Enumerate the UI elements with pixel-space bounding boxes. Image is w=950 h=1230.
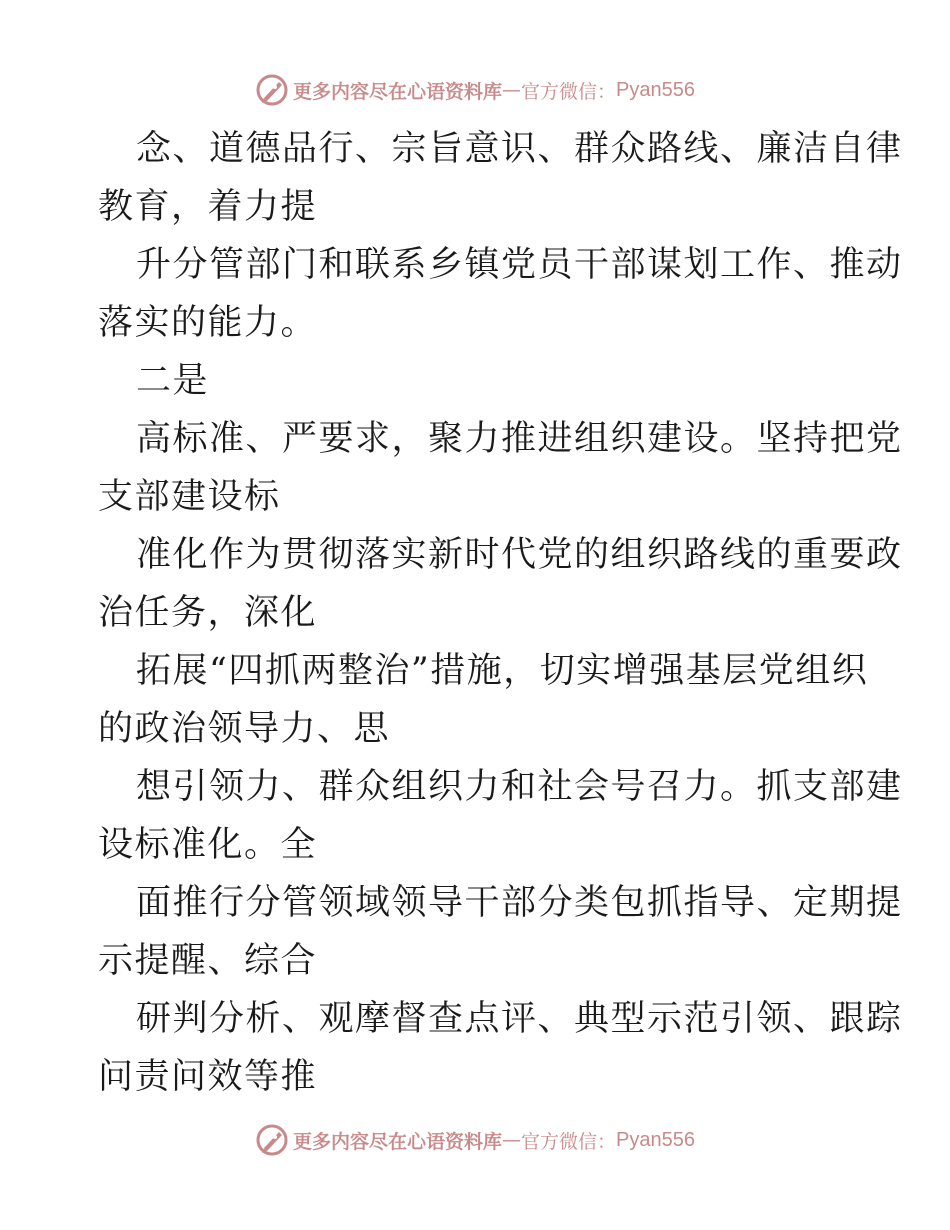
text-line: 二是 (136, 361, 210, 401)
watermark-wechat-id: Pyan556 (616, 78, 695, 101)
text-line: 拓展“四抓两整治”措施，切实增强基层党组织 (136, 651, 869, 691)
text-line: 落实的能力。 (98, 303, 318, 343)
text-line: 面推行分管领域领导干部分类包抓指导、定期提 (136, 883, 903, 923)
watermark-main-text: 更多内容尽在心语资料库 (293, 1130, 503, 1153)
watermark-wechat-id: Pyan556 (616, 1128, 695, 1151)
text-line: 高标准、严要求，聚力推进组织建设。坚持把党 (136, 419, 903, 459)
text-line: 研判分析、观摩督查点评、典型示范引领、跟踪 (136, 999, 903, 1039)
text-line: 示提醒、综合 (98, 941, 318, 981)
text-line: 支部建设标 (98, 477, 281, 517)
watermark-official-label: 官方微信： (521, 80, 617, 103)
text-line: 设标准化。全 (98, 825, 318, 865)
pen-logo-icon (255, 73, 289, 107)
document-body (98, 120, 903, 1106)
text-line: 治任务，深化 (98, 593, 318, 633)
watermark-separator: — (502, 79, 522, 101)
text-line: 念、道德品行、宗旨意识、群众路线、廉洁自律 (136, 129, 903, 169)
watermark-main-text: 更多内容尽在心语资料库 (293, 80, 503, 103)
header-watermark (0, 70, 950, 110)
text-line: 想引领力、群众组织力和社会号召力。抓支部建 (136, 767, 903, 807)
text-line: 教育，着力提 (98, 187, 318, 227)
text-line: 升分管部门和联系乡镇党员干部谋划工作、推动 (136, 245, 903, 285)
text-line: 问责问效等推 (98, 1057, 318, 1097)
text-line: 准化作为贯彻落实新时代党的组织路线的重要政 (136, 535, 903, 575)
watermark-official-label: 官方微信： (521, 1130, 617, 1153)
text-line: 的政治领导力、思 (98, 709, 391, 749)
pen-logo-icon (255, 1123, 289, 1157)
watermark-separator: — (502, 1129, 522, 1151)
footer-watermark (0, 1120, 950, 1160)
